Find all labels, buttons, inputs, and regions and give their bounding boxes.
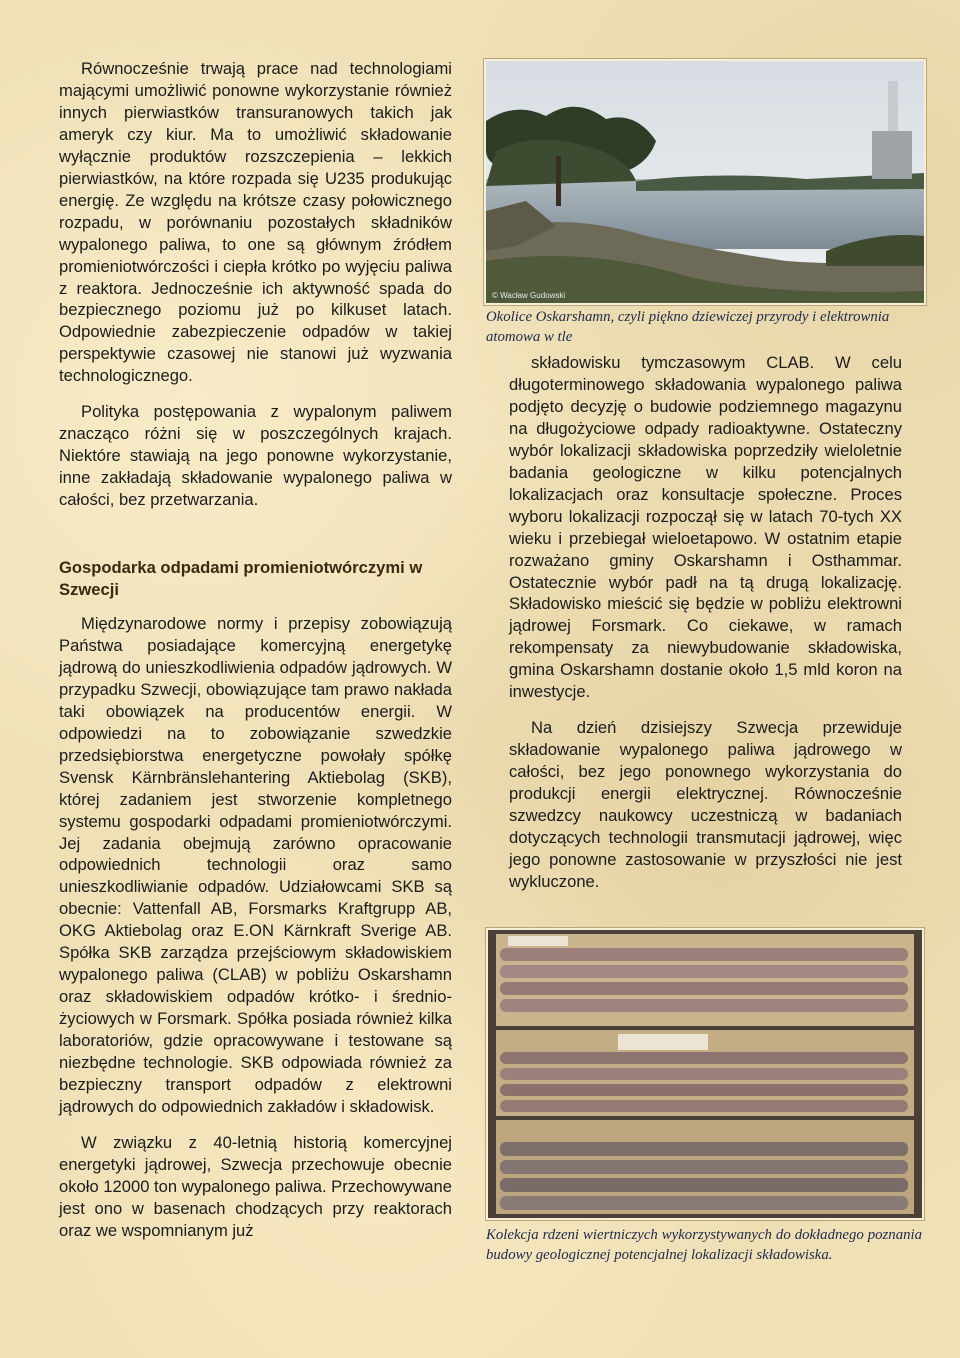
paragraph-policy: Polityka postępowania z wypalonym paliwem znacząco różni się w poszczególnych krajach. Niektóre stawiają na jego ponowne wykorzystanie, inne zakładają składowanie wypalonego paliwa w całości, bez przetwarzania. [59, 402, 452, 510]
paragraph-clab: składowisku tymczasowym CLAB. W celu długoterminowego składowania wypalonego paliwa podjęto decyzję o budowie podziemnego magazynu na długożyciowe odpady radioaktywne. Ostateczny wybór lokalizacji składowiska poprzedziły wieloletnie badania geologiczne w kilku potencjalnych lokalizacjach oraz konsultacje społeczne. Proces wyboru lokalizacji rozpoczął się w latach 70-tych XX wieku i przebiegał wieloetapowo. W ostatnim etapie rozważano gminy Oskarshamn i Osthammar. Ostatecznie wybór padł na tą drugą lokalizację. Składowisko mieścić się będzie w pobliżu elektrowni jądrowej Forsmark. Co ciekawe, w ramach rekompensaty za niewybudowanie składowiska, gmina Oskarshamn dostanie około 1,5 mld koron na inwestycje. [509, 353, 902, 702]
right-column [509, 352, 902, 893]
paragraph-future: Na dzień dzisiejszy Szwecja przewiduje składowanie wypalonego paliwa jądrowego w całości, bez jego ponownego wykorzystania do produkcji energii elektrycznej. Równocześnie szwedzcy naukowcy uczestniczą w badaniach dotyczących technologii transmutacji jądrowej, więc jego ponowne zastosowanie w przyszłości nie jest wykluczone. [509, 718, 902, 891]
photo-drill-cores [486, 928, 924, 1220]
paragraph-transmutation: Równocześnie trwają prace nad technologiami mającymi umożliwić ponowne wykorzystanie również innych pierwiastków transuranowych takich jak ameryk czy kiur. Ma to umożliwić składowanie wyłącznie produktów rozszczepienia – lekkich pierwiastków, na które rozpada się U235 produkując energię. Ze względu na krótsze czasy połowicznego rozpadu, w porównaniu pozostałych składników wypalonego paliwa, to one są głównym źródłem promieniotwórczości i ciepła krótko po wyjęciu paliwa z reaktora. Jednocześnie ich aktywność spada do bezpiecznego poziomu już po kilkuset latach. Odpowiednie zabezpieczenie odpadów w takiej perspektywie czasowej nie stanowi już wyzwania technologicznego. [59, 59, 452, 386]
section-heading-sweden: Gospodarka odpadami promieniotwórczymi w Szwecji [59, 558, 423, 600]
paragraph-storage: W związku z 40-letnią historią komercyjnej energetyki jądrowej, Szwecja przechowuje obecnie około 12000 ton wypalonego paliwa. Przechowywane jest ono w basenach chodzących przy reaktorach oraz we wspomnianym już [59, 1132, 452, 1240]
photo-credit: © Wacław Gudowski [492, 291, 566, 300]
caption-drill-cores: Kolekcja rdzeni wiertniczych wykorzystywanych do dokładnego poznania budowy geologicznej potencjalnej lokalizacji składowiska. [486, 1227, 922, 1263]
caption-landscape: Okolice Oskarshamn, czyli piękno dziewiczej przyrody i elektrownia atomowa w tle [486, 309, 890, 345]
paragraph-skb: Międzynarodowe normy i przepisy zobowiązują Państwa posiadające komercyjną energetykę jądrową do unieszkodliwienia odpadów jądrowych. W przypadku Szwecji, obowiązujące tam prawo nakłada taki obowiązek na producentów energii. W odpowiedzi na to zobowiązanie szwedzkie przedsiębiorstwa energetyczne powołały spółkę Svensk Kärnbränslehantering Aktiebolag (SKB), której zadaniem jest stworzenie kompletnego systemu gospodarki odpadami promieniotwórczymi. Jej zadania obejmują zarówno opracowanie odpowiednich technologii oraz samo unieszkodliwianie odpadów. Udziałowcami SKB są obecnie: Vattenfall AB, Forsmarks Kraftgrupp AB, OKG Aktiebolag oraz E.ON Kärnkraft Sverige AB. Spółka SKB zarządza przejściowym składowiskiem wypalonego paliwa (CLAB) w pobliżu Oskarshamn oraz składowiskiem odpadów krótko- i średnio-życiowych w Forsmark. Spółka posiada również kilka laboratoriów, gdzie opracowywane i testowane są niezbędne technologie. SKB odpowiada również za bezpieczny transport odpadów z elektrowni jądrowych do odpowiednich zakładów i składowisk. [59, 613, 452, 1116]
left-column [59, 58, 452, 1242]
photo-oskarshamn-landscape [484, 59, 926, 305]
